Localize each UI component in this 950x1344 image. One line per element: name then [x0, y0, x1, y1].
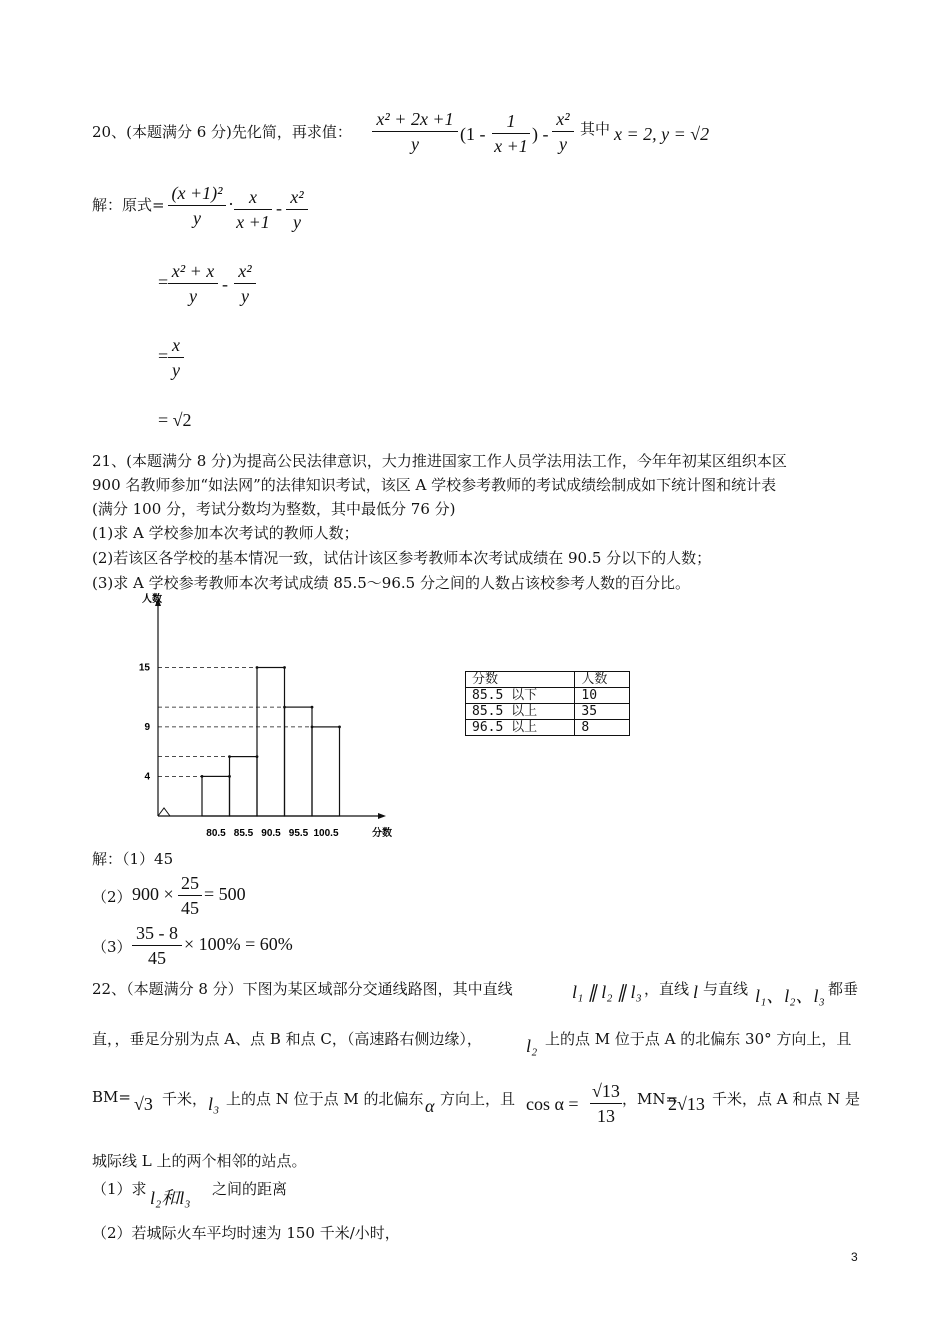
table-cell: 8 [575, 720, 630, 736]
q20-where: 其中 [580, 120, 611, 138]
q22-l2: l₂ [526, 1036, 538, 1056]
q22-part-1a: （1）求 [92, 1180, 147, 1198]
table-header-row [466, 672, 630, 688]
q22-line-3f: 千米，点 A 和点 N 是 [712, 1090, 861, 1108]
q20-s3-eq: = [158, 346, 169, 366]
q22-line-3a: BM= [92, 1088, 131, 1106]
histogram-bar [257, 668, 285, 817]
q20-s2-f1-num: x² + x [171, 261, 215, 281]
x-tick-label: 100.5 [313, 828, 339, 839]
q22-mn: 2√13 [668, 1094, 705, 1114]
q22-line-1c: 与直线 [703, 980, 749, 998]
q20-mid-open: (1 - [460, 124, 486, 144]
bar-corner-dot [311, 706, 314, 709]
q22-ls: l₁、l₂、l₃ [755, 986, 825, 1006]
histogram-chart [120, 592, 420, 842]
table-header-count: 人数 [575, 672, 630, 688]
q21-line-2: 900 名教师参加“如法网”的法律知识考试，该区 A 学校参考教师的考试成绩绘制成如下统计图和统计表 [92, 476, 777, 494]
q20-s1-f1-den: y [193, 208, 201, 228]
q20-s3-den: y [172, 360, 180, 380]
q20-s1-f2-den: x +1 [236, 212, 270, 232]
q20-s2-fraction-2 [234, 260, 256, 307]
q21-answer-3-result: × 100% = 60% [184, 934, 293, 954]
q21-line-3: (满分 100 分，考试分数均为整数，其中最低分 76 分) [92, 500, 456, 518]
q22-part-1c: 之间的距离 [212, 1180, 288, 1198]
q22-line-3e: ，MN= [622, 1090, 679, 1108]
page-number: 3 [851, 1250, 858, 1264]
table-cell: 96.5 以上 [466, 720, 575, 736]
y-axis-title: 人数 [142, 594, 162, 605]
y-tick-label: 9 [144, 721, 150, 733]
q20-solution-label: 解：原式= [92, 196, 165, 214]
histogram-bar [312, 727, 340, 816]
q22-l: l [693, 982, 699, 1002]
table-row [466, 704, 630, 720]
q20-stem: 20、(本题满分 6 分)先化简，再求值： [92, 123, 352, 141]
q21-answer-2-expr: 900 × [132, 884, 174, 904]
q20-fraction-1 [372, 108, 458, 155]
table-cell: 10 [575, 688, 630, 704]
q22-line-3b: 千米， [162, 1090, 208, 1108]
q20-s2-eq: = [158, 272, 169, 292]
bar-corner-dot [338, 726, 341, 729]
q20-s1-fraction-1 [168, 182, 226, 229]
q20-s1-dot: · [228, 194, 234, 214]
q21-question-1: (1)求 A 学校参加本次考试的教师人数； [92, 524, 359, 542]
q21-answer-3-label: （3） [92, 938, 132, 956]
q20-values: x = 2, y = √2 [614, 124, 710, 144]
q20-f1-den: y [411, 134, 419, 154]
q22-cos-num: √13 [592, 1081, 620, 1101]
table-row [466, 688, 630, 704]
q20-s1-f1-num: (x +1)² [171, 183, 223, 203]
bar-corner-dot [311, 726, 314, 729]
q20-s3-num: x [172, 335, 180, 355]
table-row [466, 720, 630, 736]
q22-cos-den: 13 [597, 1106, 615, 1126]
histogram-bar [230, 757, 258, 816]
q20-s1-minus: - [276, 198, 282, 218]
q20-s1-fraction-2 [234, 186, 272, 233]
q20-s1-f3-num: x² [290, 187, 304, 207]
x-axis-arrow [378, 813, 386, 819]
q22-sqrt3: √3 [134, 1094, 153, 1114]
q22-parallel: l₁ ∥ l₂ ∥ l₃ [572, 982, 642, 1002]
q20-s1-fraction-3 [286, 186, 308, 233]
score-table [465, 671, 630, 736]
q21-question-2: (2)若该区各学校的基本情况一致，试估计该区参考教师本次考试成绩在 90.5 分以下的人数； [92, 549, 712, 567]
x-tick-label: 95.5 [288, 828, 309, 839]
q22-l3: l₃ [208, 1094, 220, 1114]
q22-line-4: 城际线 L 上的两个相邻的站点。 [92, 1152, 307, 1170]
q22-alpha: α [425, 1096, 435, 1116]
q20-f2-num: 1 [506, 111, 516, 131]
q22-line-2b: 上的点 M 位于点 A 的北偏东 30° 方向上，且 [545, 1030, 852, 1048]
q20-s2-f2-den: y [241, 286, 249, 306]
q22-line-1d: 都垂 [828, 980, 859, 998]
q20-s4: = √2 [158, 410, 192, 430]
q20-s3-fraction [168, 334, 184, 381]
q20-fraction-2 [492, 110, 530, 157]
q22-part-1b: l₂和l₃ [150, 1188, 191, 1208]
q20-s1-f2-num: x [249, 187, 257, 207]
q22-part-2: （2）若城际火车平均时速为 150 千米/小时， [92, 1224, 400, 1242]
q20-s1-f3-den: y [293, 212, 301, 232]
x-tick-label: 80.5 [206, 828, 226, 839]
q22-cos-fraction [590, 1080, 622, 1127]
q20-f2-den: x +1 [494, 136, 528, 156]
q21-ans3-den: 45 [148, 948, 166, 968]
q22-line-3d: 方向上，且 [440, 1090, 516, 1108]
q20-s2-minus: - [222, 274, 228, 294]
table-cell: 85.5 以下 [466, 688, 575, 704]
q21-answer-3-fraction [132, 922, 182, 969]
bar-corner-dot [283, 706, 286, 709]
x-tick-label: 90.5 [261, 828, 281, 839]
q22-line-3c: 上的点 N 位于点 M 的北偏东 [226, 1090, 424, 1108]
q20-f1-num: x² + 2x +1 [376, 109, 454, 129]
histogram-bar [285, 707, 313, 816]
q22-line-1b: ，直线 [644, 980, 690, 998]
bar-corner-dot [201, 775, 204, 778]
y-tick-label: 4 [144, 771, 150, 783]
x-axis-title: 分数 [372, 828, 392, 839]
x-tick-label: 85.5 [233, 828, 254, 839]
table-cell: 35 [575, 704, 630, 720]
q21-ans2-num: 25 [181, 873, 199, 893]
q22-line-2a: 直，，垂足分别为点 A、点 B 和点 C，（高速路右侧边缘）， [92, 1030, 482, 1048]
q21-ans2-den: 45 [181, 898, 199, 918]
table-cell: 85.5 以上 [466, 704, 575, 720]
bar-corner-dot [228, 755, 231, 758]
q20-f3-den: y [559, 134, 567, 154]
q21-line-1: 21、(本题满分 8 分)为提高公民法律意识，大力推进国家工作人员学法用法工作，今年年初某区组织本区 [92, 452, 787, 470]
histogram-bar [202, 776, 230, 816]
q20-s2-f1-den: y [189, 286, 197, 306]
q20-s2-fraction-1 [168, 260, 218, 307]
q21-ans3-num: 35 - 8 [136, 923, 178, 943]
q20-s2-f2-num: x² [238, 261, 252, 281]
q20-mid-close: ) - [532, 124, 549, 144]
bar-corner-dot [256, 666, 259, 669]
q21-answer-1: 解：（1）45 [92, 850, 174, 868]
q22-line-1a: 22、（本题满分 8 分）下图为某区域部分交通线路图，其中直线 [92, 980, 513, 998]
axis-break-mark [158, 808, 170, 816]
q20-f3-num: x² [556, 109, 570, 129]
y-tick-label: 15 [138, 662, 150, 674]
q21-answer-2-label: （2） [92, 888, 132, 906]
q21-answer-2-result: = 500 [204, 884, 246, 904]
q22-cos: cos α = [526, 1094, 579, 1114]
bar-corner-dot [283, 666, 286, 669]
q21-answer-2-fraction [178, 872, 202, 919]
q21-question-3: (3)求 A 学校参考教师本次考试成绩 85.5～96.5 分之间的人数占该校参考人数的百分比。 [92, 574, 690, 592]
q20-fraction-3 [552, 108, 574, 155]
table-header-score: 分数 [466, 672, 575, 688]
